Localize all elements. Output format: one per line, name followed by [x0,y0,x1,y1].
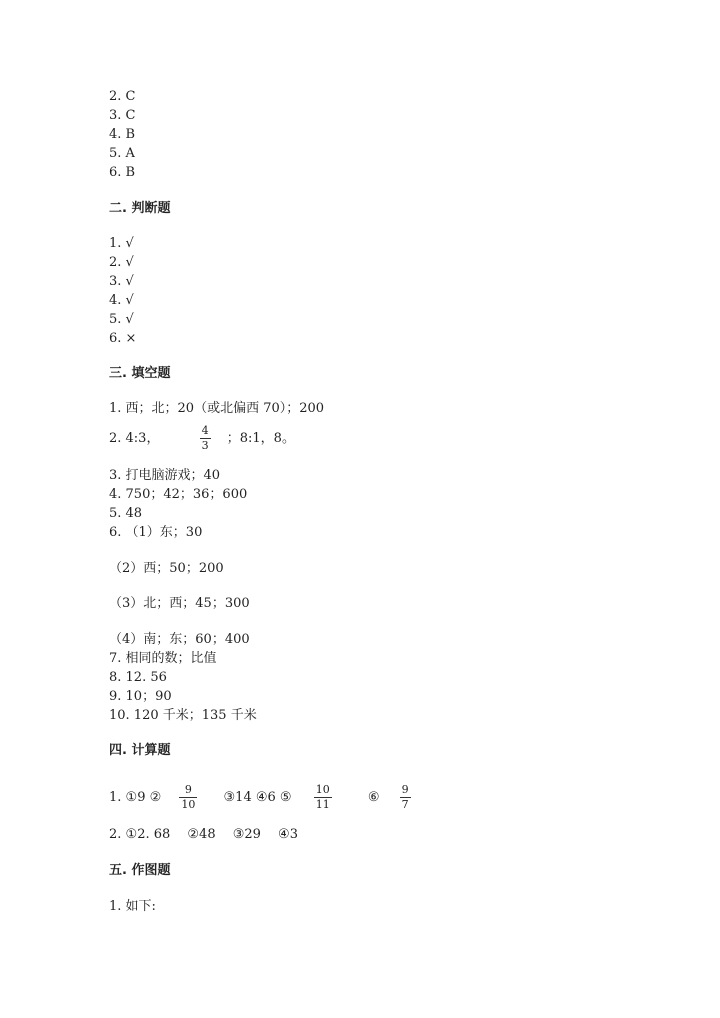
answer-line: 4. 750；42；36；600 [109,487,248,502]
section-heading-calculation: 四. 计算题 [109,743,171,758]
section-heading-fill-blank: 三. 填空题 [109,366,171,381]
answer-line: 1. √ [109,236,134,251]
fraction [179,784,197,811]
section-heading-drawing: 五. 作图题 [109,863,171,878]
answer-text: 2. 4:3， [109,430,160,446]
answer-line: （4）南；东；60；400 [109,632,250,647]
answer-line: 5. 48 [109,506,143,521]
answer-line: 1. 如下: [109,899,156,914]
fraction [200,425,211,452]
fraction [314,784,332,811]
fraction-denominator: 10 [181,798,196,811]
answer-line: 10. 120 千米；135 千米 [109,708,257,723]
answer-line: 8. 12. 56 [109,670,167,685]
answer-line: （2）西；50；200 [109,561,224,576]
section-heading-judgement: 二. 判断题 [109,201,171,216]
answer-line: 1. 西；北；20（或北偏西 70）；200 [109,401,325,416]
answer-text: ⑥ [367,789,380,805]
fraction-numerator: 10 [315,783,330,796]
answer-line: 5. A [109,146,135,161]
answer-text: ；8:1，8。 [226,430,295,446]
answer-line: 2. C [109,89,136,104]
answer-text: 1. ①9 ② [109,789,162,805]
fraction-denominator: 11 [315,798,330,811]
fraction [400,784,411,811]
answer-line: 6. × [109,331,137,346]
answer-line: （3）北；西；45；300 [109,596,250,611]
fraction-numerator: 4 [201,424,209,437]
answer-line: 2. √ [109,255,134,270]
answer-line: 5. √ [109,312,134,327]
fraction-denominator: 3 [201,439,209,452]
fraction-denominator: 7 [401,798,409,811]
answer-line: 6. B [109,165,136,180]
answer-text: ③14 ④6 ⑤ [223,789,292,805]
answer-line: 7. 相同的数；比值 [109,651,217,666]
fraction-numerator: 9 [401,783,409,796]
answer-line: 4. √ [109,293,134,308]
fraction-numerator: 9 [184,783,192,796]
answer-line: 3. C [109,108,136,123]
answer-line-with-fraction [109,425,295,459]
answer-line: 3. 打电脑游戏；40 [109,468,221,483]
answer-line: 4. B [109,127,136,142]
answer-line: 3. √ [109,274,134,289]
answer-line-with-fractions [109,784,411,818]
answer-line: 2. ①2. 68 ②48 ③29 ④3 [109,827,298,842]
answer-line: 6. （1）东；30 [109,525,203,540]
answer-line: 9. 10；90 [109,689,172,704]
